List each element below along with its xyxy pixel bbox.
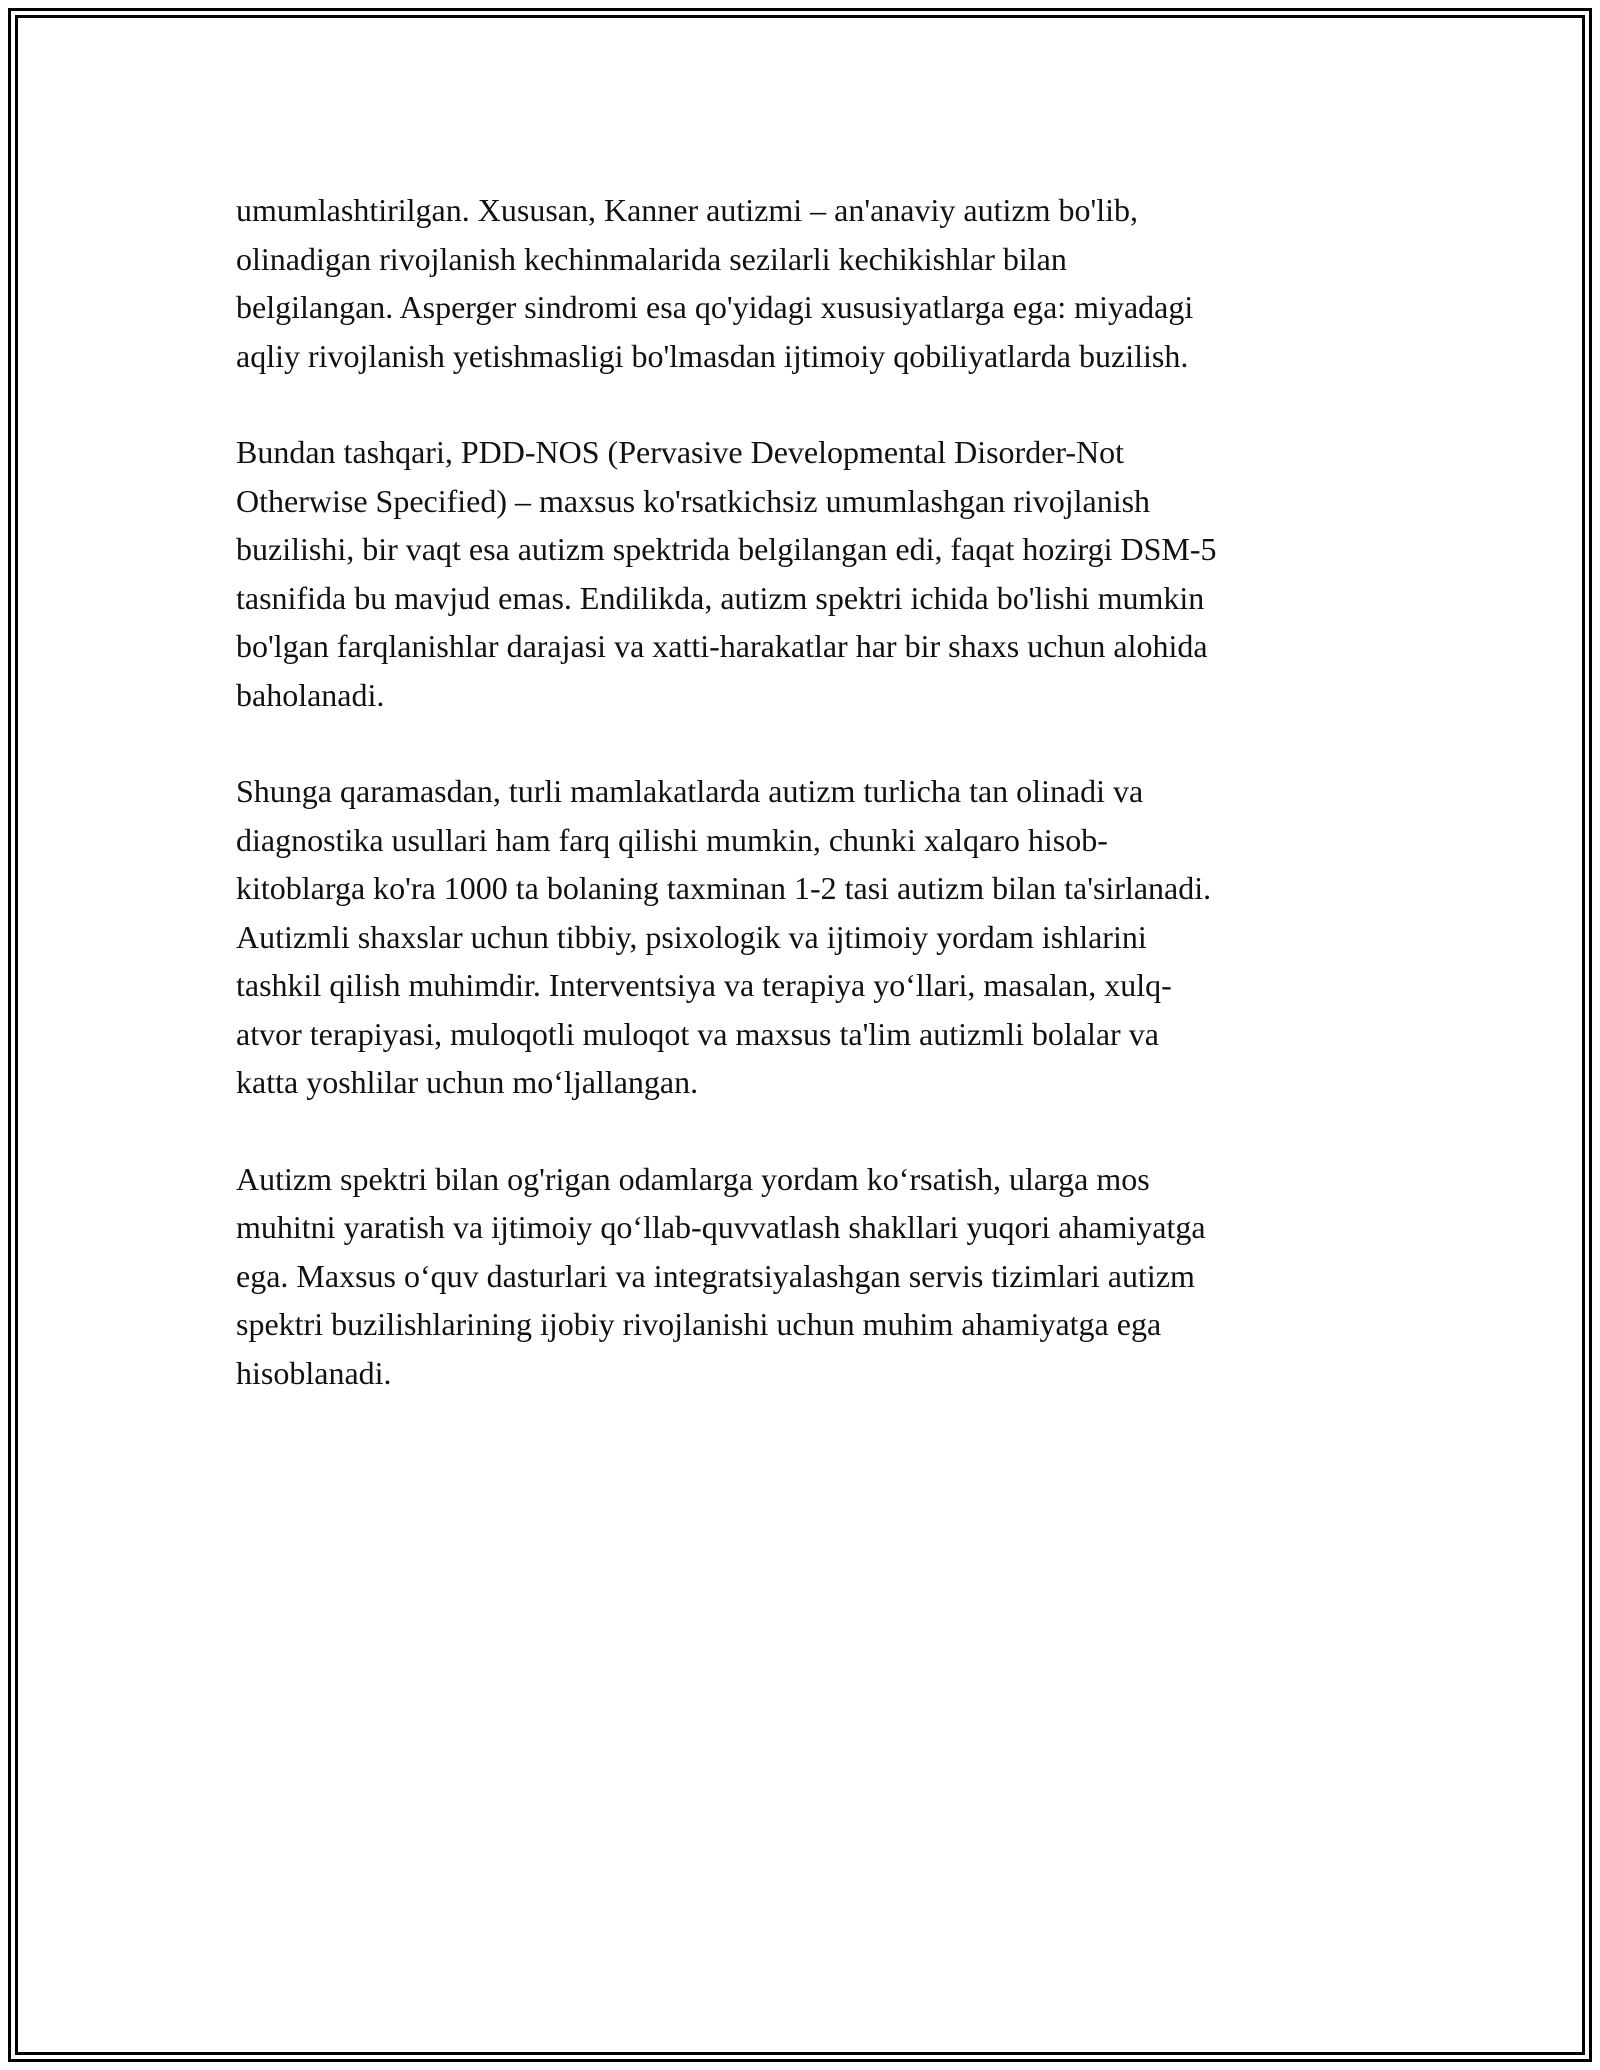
text-line: tasnifida bu mavjud emas. Endilikda, autizm spektri ichida bo'lishi mumkin <box>236 579 1205 616</box>
paragraph-diagnostics <box>236 767 1368 1107</box>
text-line: bo'lgan farqlanishlar darajasi va xatti-harakatlar har bir shaxs uchun alohida <box>236 628 1208 664</box>
text-line: Otherwise Specified) – maxsus ko'rsatkichsiz umumlashgan rivojlanish <box>236 482 1151 519</box>
text-line: Shunga qaramasdan, turli mamlakatlarda autizm turlicha tan olinadi va <box>236 773 1144 809</box>
paragraph-support <box>236 1155 1368 1398</box>
text-line: Autizmli shaxslar uchun tibbiy, psixologik va ijtimoiy yordam ishlarini <box>236 918 1147 955</box>
text-line: olinadigan rivojlanish kechinmalarida sezilarli kechikishlar bilan <box>236 240 1067 277</box>
text-line: baholanadi. <box>236 676 385 713</box>
text-line: belgilangan. Asperger sindromi esa qo'yidagi xususiyatlarga ega: miyadagi <box>236 289 1194 325</box>
text-line: buzilishi, bir vaqt esa autizm spektrida belgilangan edi, faqat hozirgi DSM-5 <box>236 531 1217 567</box>
text-line: hisoblanadi. <box>236 1354 392 1391</box>
text-line: katta yoshlilar uchun mo‘ljallangan. <box>236 1064 699 1100</box>
text-line: Autizm spektri bilan og'rigan odamlarga yordam ko‘rsatish, ularga mos <box>236 1160 1150 1197</box>
paragraph-autism-types <box>236 186 1368 380</box>
text-line: ega. Maxsus o‘quv dasturlari va integratsiyalashgan servis tizimlari autizm <box>236 1257 1195 1294</box>
document-body <box>236 186 1368 1445</box>
text-line: aqliy rivojlanish yetishmasligi bo'lmasdan ijtimoiy qobiliyatlarda buzilish. <box>236 337 1189 374</box>
text-line: Bundan tashqari, PDD-NOS (Pervasive Developmental Disorder-Not <box>236 434 1125 470</box>
text-line: umumlashtirilgan. Xususan, Kanner autizmi – an'anaviy autizm bo'lib, <box>236 192 1138 228</box>
text-line: diagnostika usullari ham farq qilishi mumkin, chunki xalqaro hisob- <box>236 821 1108 858</box>
text-line: atvor terapiyasi, muloqotli muloqot va maxsus ta'lim autizmli bolalar va <box>236 1015 1159 1052</box>
text-line: tashkil qilish muhimdir. Interventsiya va terapiya yo‘llari, masalan, xulq- <box>236 967 1172 1003</box>
text-line: kitoblarga ko'ra 1000 ta bolaning taxminan 1-2 tasi autizm bilan ta'sirlanadi. <box>236 870 1212 906</box>
text-line: spektri buzilishlarining ijobiy rivojlanishi uchun muhim ahamiyatga ega <box>236 1306 1162 1342</box>
text-line: muhitni yaratish va ijtimoiy qo‘llab-quvvatlash shakllari yuqori ahamiyatga <box>236 1209 1206 1245</box>
paragraph-pdd-nos <box>236 428 1368 719</box>
